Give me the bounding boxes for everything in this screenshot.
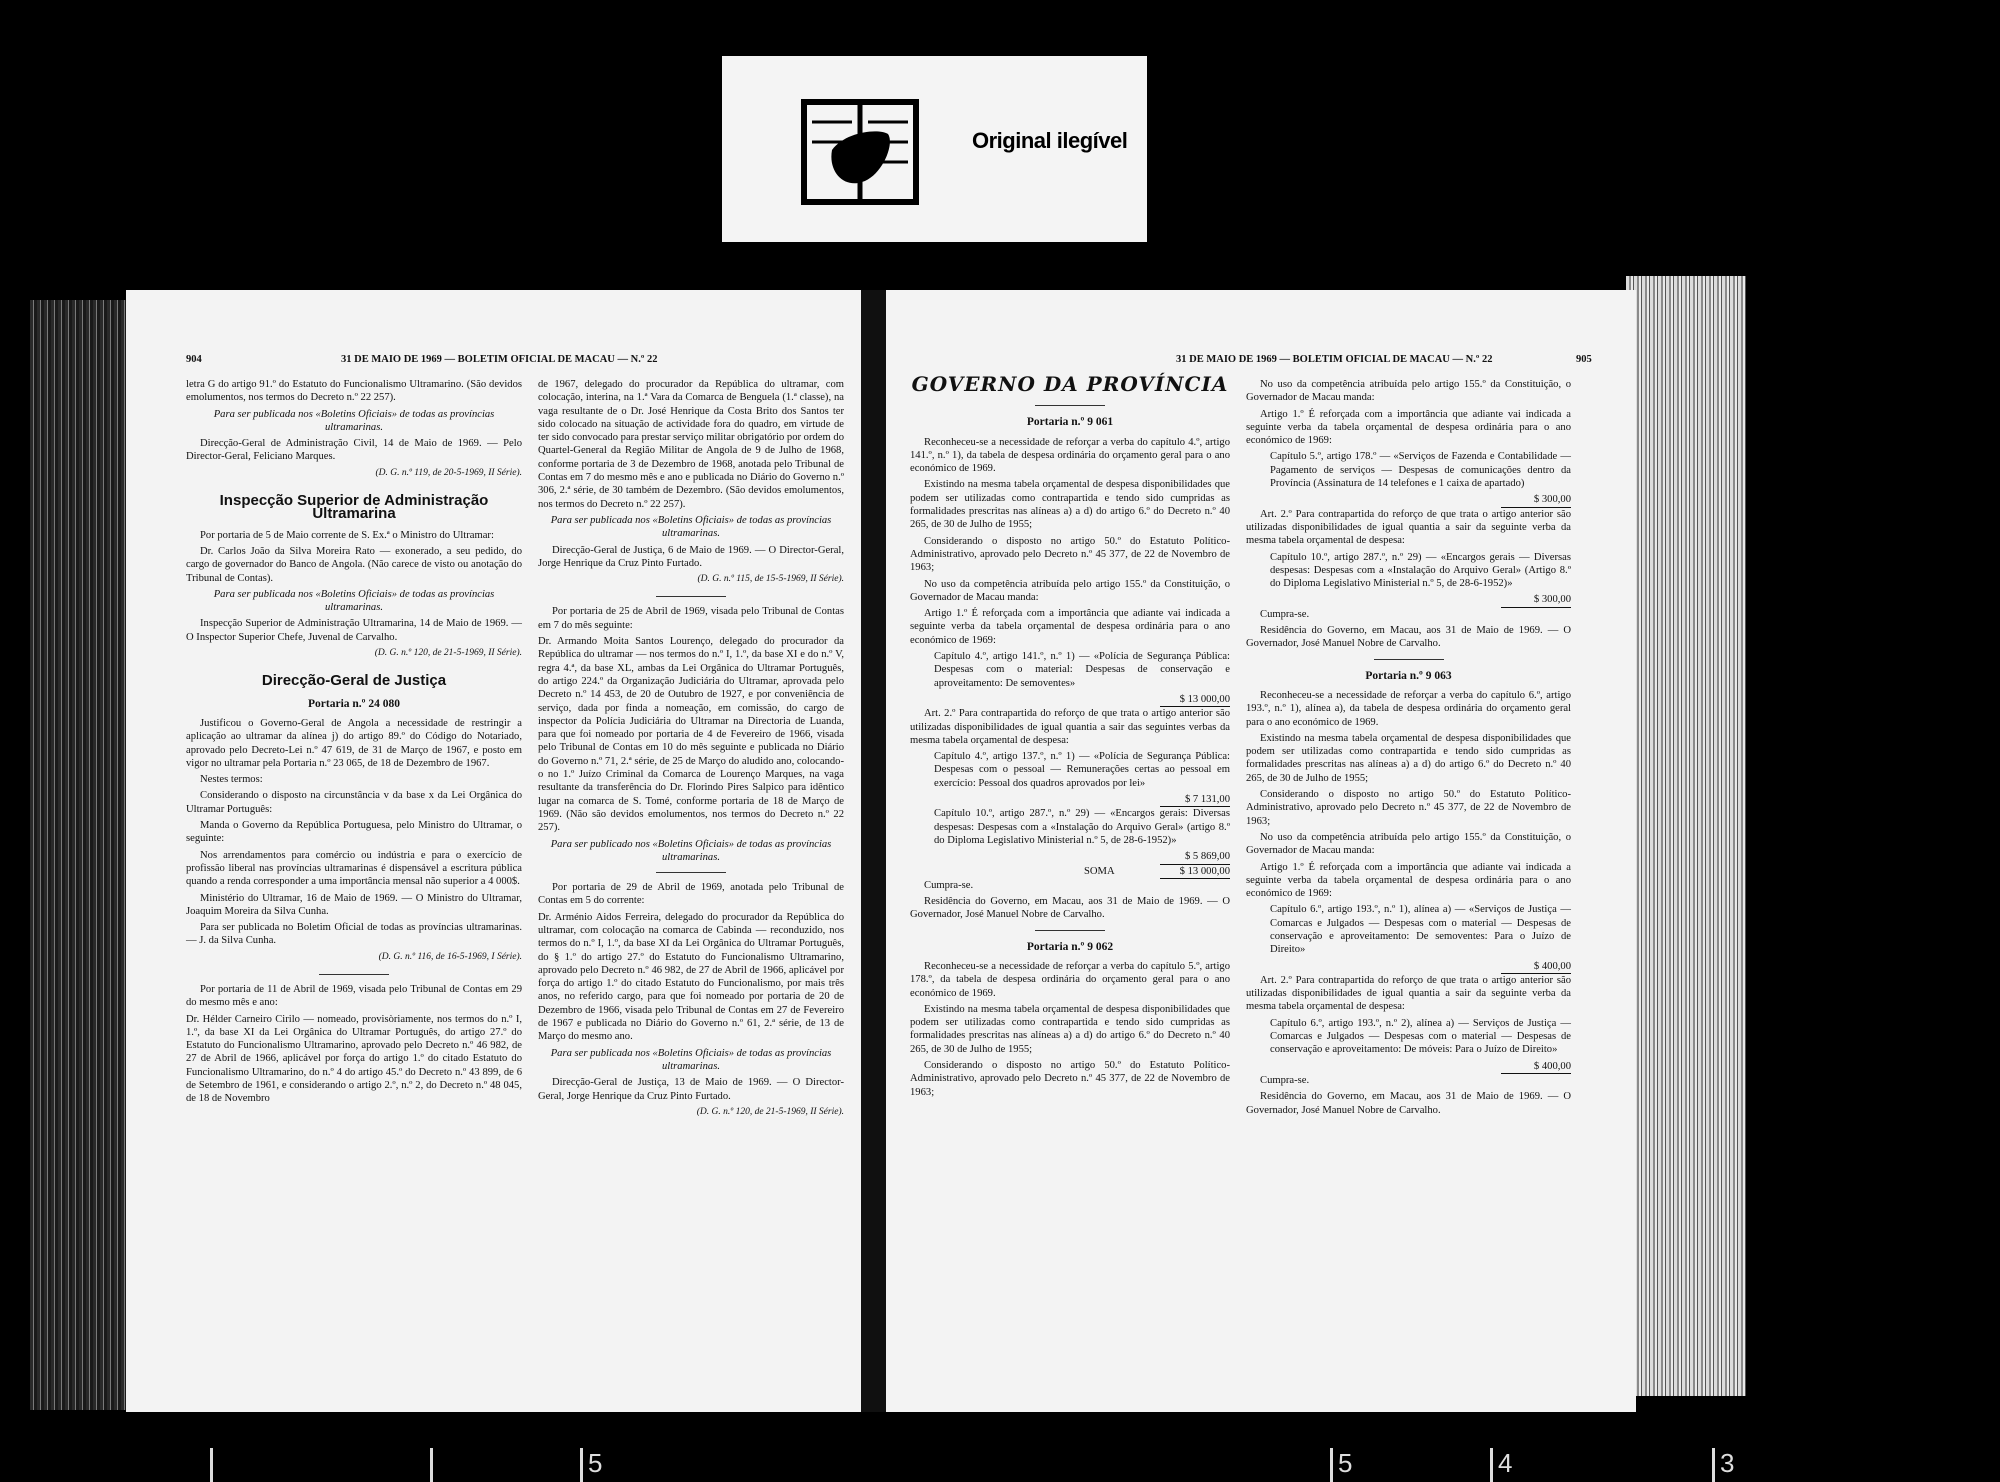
reference: (D. G. n.º 119, de 20-5-1969, II Série). bbox=[375, 467, 522, 478]
left-running-head: 31 DE MAIO DE 1969 — BOLETIM OFICIAL DE MACAU — N.º 22 bbox=[341, 354, 658, 365]
ruler-tick bbox=[210, 1448, 213, 1482]
portaria-heading: Portaria n.º 9 063 bbox=[1365, 669, 1452, 682]
paragraph: Para ser publicada nos «Boletins Oficiais» de todas as províncias ultramarinas. bbox=[550, 514, 832, 540]
government-heading: GOVERNO DA PROVÍNCIA bbox=[911, 372, 1229, 396]
paragraph: Residência do Governo, em Macau, aos 31 de Maio de 1969. — O Governador, José Manuel Nobre de Carvalho. bbox=[910, 896, 1230, 921]
divider bbox=[1374, 659, 1444, 660]
left-column-1 bbox=[186, 378, 522, 1109]
section-heading: Inspecção Superior de Administração Ultramarina bbox=[219, 492, 489, 523]
paragraph: Por portaria de 5 de Maio corrente de S. Ex.ª o Ministro do Ultramar: bbox=[200, 529, 494, 541]
ruler-tick bbox=[430, 1448, 433, 1482]
budget-item: Capítulo 4.º, artigo 141.º, n.º 1) — «Polícia de Segurança Pública: Despesas com o material: Despesas de conservação e aproveitamento: De semoventes» bbox=[934, 651, 1230, 689]
paragraph: Para ser publicado nos «Boletins Oficiais» de todas as províncias ultramarinas. bbox=[550, 838, 832, 863]
budget-total: $ 13 000,00 bbox=[1160, 865, 1230, 879]
paragraph: Cumpra-se. bbox=[1260, 608, 1310, 620]
reference: (D. G. n.º 116, de 16-5-1969, I Série). bbox=[378, 951, 522, 962]
paragraph: Cumpra-se. bbox=[924, 879, 974, 891]
illegible-original-stamp bbox=[722, 56, 1147, 242]
paragraph: Dr. Arménio Aidos Ferreira, delegado do procurador da República do ultramar, com colocação na comarca de Cabinda — reconduzido, nos termos do n.º I, 1.º, da base XI da Lei Orgânica do Ultramar Português, do § 1.º do artigo 27.º do Estatuto do Funcionalismo Ultramarino, aprovado pelo Decreto n.º 46 982, de 27 de Abril de 1966, aplicável por força do artigo 1.º do citado Estatuto do Funcionalismo, por mais três anos, no referido cargo, para que foi nomeado por portaria de 20 de Dezembro de 1966, visada pelo Tribunal de Contas em 27 de Fevereiro de 1967 e publicada no Diário do Governo n.º 61, 2.ª série, de 13 de Março do mesmo ano. bbox=[538, 911, 844, 1043]
paragraph: No uso da competência atribuída pelo artigo 155.º da Constituição, o Governador de Macau manda: bbox=[910, 578, 1230, 603]
budget-amount: $ 300,00 bbox=[1501, 593, 1571, 607]
budget-item: Capítulo 6.º, artigo 193.º, n.º 2), alínea a) — Serviços de Justiça — Comarcas e Julgados — Despesas com o material — Despesas de conservação e aproveitamento: De móveis: Para o Juízo de Direito» bbox=[1270, 1017, 1571, 1056]
paragraph: Por portaria de 25 de Abril de 1969, visada pelo Tribunal de Contas em 7 do mês seguinte: bbox=[538, 606, 844, 631]
paragraph: Dr. Carlos João da Silva Moreira Rato — exonerado, a seu pedido, do cargo de governador do Banco de Angola. (Não carece de visto ou anotação do Tribunal de Contas). bbox=[186, 545, 522, 584]
paragraph: Justificou o Governo-Geral de Angola a necessidade de restringir a aplicação ao ultramar da alínea j) do artigo 89.º do Código do Notariado, aprovado pelo Decreto-Lei n.º 47 619, de 31 de Março de 1967, e posto em vigor no ultramar pela Portaria n.º 23 065, de 18 de Dezembro de 1967. bbox=[186, 717, 522, 769]
budget-total-row bbox=[910, 865, 1230, 879]
reference: (D. G. n.º 120, de 21-5-1969, II Série). bbox=[696, 1106, 844, 1117]
budget-amount-row bbox=[910, 693, 1230, 707]
paragraph: Considerando o disposto no artigo 50.º do Estatuto Político-Administrativo, aprovado pelo Decreto n.º 45 377, de 22 de Novembro de 1963; bbox=[910, 535, 1230, 574]
divider bbox=[1035, 405, 1105, 406]
right-column-2 bbox=[1246, 378, 1571, 1120]
paragraph: Considerando o disposto no artigo 50.º do Estatuto Político-Administrativo, aprovado pelo Decreto n.º 45 377, de 22 de Novembro de 1963; bbox=[1246, 789, 1571, 827]
left-column-2 bbox=[538, 378, 844, 1129]
stamp-label: Original ilegível bbox=[972, 128, 1128, 153]
budget-amount: $ 5 869,00 bbox=[1160, 850, 1230, 864]
budget-amount-row bbox=[910, 793, 1230, 807]
portaria-heading: Portaria n.º 9 062 bbox=[1026, 940, 1114, 953]
paragraph: Existindo na mesma tabela orçamental de despesa disponibilidades que podem ser utilizadas como contrapartida e tendo sido cumpridas as formalidades prescritas nas alíneas a) a d) do artigo 6.º do Decreto n.º 40 265, de 30 de Julho de 1955; bbox=[910, 479, 1230, 531]
paragraph: Reconheceu-se a necessidade de reforçar a verba do capítulo 4.º, artigo 141.º, n.º 1), da tabela de despesa ordinária do orçamento geral para o ano económico de 1969. bbox=[910, 436, 1230, 475]
ruler-mark: 4 bbox=[1498, 1448, 1513, 1478]
paragraph: No uso da competência atribuída pelo artigo 155.º da Constituição, o Governador de Macau manda: bbox=[1246, 831, 1571, 857]
ruler-tick bbox=[580, 1448, 583, 1482]
paragraph: Reconheceu-se a necessidade de reforçar a verba do capítulo 5.º, artigo 178.º, da tabela de despesa ordinária do orçamento geral para o ano económico de 1969. bbox=[910, 960, 1230, 999]
book-left-edge bbox=[30, 300, 126, 1410]
paragraph: Artigo 1.º É reforçada com a importância que adiante vai indicada a seguinte verba da tabela orçamental de despesa ordinária para o ano económico de 1969: bbox=[910, 608, 1230, 646]
paragraph: Ministério do Ultramar, 16 de Maio de 1969. — O Ministro do Ultramar, Joaquim Moreira da Silva Cunha. bbox=[186, 892, 522, 917]
paragraph: Nos arrendamentos para comércio ou indústria e para o exercício de profissão liberal nas províncias ultramarinas é dispensável a escritura pública quando a renda corresponder a uma importância mensal não superior a 4 000$. bbox=[186, 849, 522, 888]
budget-amount-row bbox=[1246, 960, 1571, 974]
ruler-mark: 5 bbox=[588, 1448, 603, 1478]
budget-item: Capítulo 6.º, artigo 193.º, n.º 1), alínea a) — «Serviços de Justiça — Comarcas e Julgados — Despesas com o material — Despesas de conservação e aproveitamento: De semoventes: Para o Juízo de Direito» bbox=[1270, 904, 1571, 956]
budget-amount-row bbox=[1246, 593, 1571, 607]
section-heading: Direcção-Geral de Justiça bbox=[261, 672, 447, 690]
paragraph: Direcção-Geral de Justiça, 6 de Maio de 1969. — O Director-Geral, Jorge Henrique da Cruz Pinto Furtado. bbox=[538, 544, 844, 569]
paragraph: Art. 2.º Para contrapartida do reforço de que trata o artigo anterior são utilizadas disponibilidades de igual quantia a sair das seguintes verbas da mesma tabela orçamental de despesa: bbox=[910, 708, 1230, 746]
budget-amount: $ 300,00 bbox=[1501, 493, 1571, 507]
portaria-heading: Portaria n.º 9 061 bbox=[1026, 416, 1114, 429]
paragraph: Art. 2.º Para contrapartida do reforço de que trata o artigo anterior são utilizadas disponibilidades de igual quantia a sair da seguinte verba da mesma tabela orçamental de despesa: bbox=[1246, 508, 1571, 547]
paragraph: Direcção-Geral de Administração Civil, 14 de Maio de 1969. — Pelo Director-Geral, Feliciano Marques. bbox=[186, 438, 522, 463]
budget-item: Capítulo 4.º, artigo 137.º, n.º 1) — «Polícia de Segurança Pública: Despesas com o pessoal — Remunerações certas ao pessoal em exercício: Pessoal dos quadros aprovados por lei» bbox=[934, 751, 1230, 789]
right-page-number: 905 bbox=[1576, 354, 1592, 365]
right-page bbox=[886, 290, 1636, 1412]
divider bbox=[656, 872, 726, 873]
ruler-tick bbox=[1712, 1448, 1715, 1482]
budget-amount-row bbox=[910, 850, 1230, 864]
paragraph: Para ser publicada nos «Boletins Oficiais» de todas as províncias ultramarinas. bbox=[213, 588, 495, 614]
paragraph: Para ser publicada nos «Boletins Oficiais» de todas as províncias ultramarinas. bbox=[213, 408, 495, 433]
right-column-1 bbox=[910, 372, 1230, 1102]
left-page-number: 904 bbox=[186, 354, 202, 365]
paragraph: Manda o Governo da República Portuguesa, pelo Ministro do Ultramar, o seguinte: bbox=[186, 820, 522, 845]
ruler-mark: 3 bbox=[1720, 1448, 1735, 1478]
right-running-head: 31 DE MAIO DE 1969 — BOLETIM OFICIAL DE MACAU — N.º 22 bbox=[1176, 354, 1493, 365]
ruler-mark: 5 bbox=[1338, 1448, 1353, 1478]
paragraph: Existindo na mesma tabela orçamental de despesa disponibilidades que podem ser utilizadas como contrapartida e tendo sido cumpridas as formalidades prescritas nas alíneas a) a d) do artigo 6.º do Decreto n.º 40 265, de 30 de Julho de 1955; bbox=[910, 1003, 1230, 1055]
book-page-edges bbox=[1626, 276, 1746, 1396]
ruler-tick bbox=[1490, 1448, 1493, 1482]
paragraph: Existindo na mesma tabela orçamental de despesa disponibilidades que podem ser utilizadas como contrapartida e tendo sido cumpridas as formalidades prescritas nas alíneas a) a d) do artigo 6.º do Decreto n.º 40 265, de 30 de Julho de 1955; bbox=[1246, 732, 1571, 784]
total-label: SOMA bbox=[1084, 865, 1115, 877]
book-spine bbox=[861, 290, 886, 1412]
reference: (D. G. n.º 120, de 21-5-1969, II Série). bbox=[374, 648, 522, 659]
divider bbox=[656, 596, 726, 597]
paragraph: letra G do artigo 91.º do Estatuto do Funcionalismo Ultramarino. (São devidos emolumentos, nos termos do Decreto n.º 22 257). bbox=[186, 379, 522, 404]
paragraph: Reconheceu-se a necessidade de reforçar a verba do capítulo 6.º, artigo 193.º, n.º 1), alínea a), da tabela de despesa ordinária do orçamento geral para o ano económico de 1969. bbox=[1246, 689, 1571, 728]
reference: (D. G. n.º 115, de 15-5-1969, II Série). bbox=[697, 574, 844, 585]
paragraph: de 1967, delegado do procurador da República do ultramar, com colocação, interina, na 1.ª Vara da Comarca de Benguela (1.ª classe), na vaga resultante de o Dr. José Henrique da Costa Brito dos Santos ter sido colocado na situação de actividade fora do quadro, em virtude de ter sido convocado para prestar serviço militar obrigatório por ordem do Quartel-General da Região Militar de Angola de 9 de Julho de 1968, conforme portaria de 3 de Dezembro de 1968, anotada pelo Tribunal de Contas em 7 do mesmo mês e ano e publicada no Diário do Governo n.º 306, 2.ª série, de 30 também de Dezembro. (São devidos emolumentos, nos termos do Decreto n.º 22 257). bbox=[538, 379, 844, 510]
paragraph: Residência do Governo, em Macau, aos 31 de Maio de 1969. — O Governador, José Manuel Nobre de Carvalho. bbox=[1246, 1091, 1571, 1116]
paragraph: Nestes termos: bbox=[200, 774, 263, 786]
budget-amount-row bbox=[1246, 493, 1571, 507]
budget-amount: $ 400,00 bbox=[1501, 1060, 1571, 1074]
paragraph: Dr. Armando Moita Santos Lourenço, delegado do procurador da República do ultramar — nos termos do n.º I, 1.º, da base XI e do n.º V, regra 4.ª, da base XL, ambas da Lei Orgânica do Ultramar Português, do artigo 224.º da Organização Judiciária do Ultramar, aprovada pelo Decreto n.º 14 453, de 20 de Outubro de 1927, e por conveniência de serviço, dada por finda a nomeação, em comissão, do cargo de inspector da Polícia Judiciária do Ultramar na Directoria de Luanda, para que foi nomeado por portaria de 4 de Fevereiro de 1966, visada pelo Tribunal de Contas em 10 do mês seguinte e publicada no Diário do Governo n.º 71, 2.ª série, de 25 de Março do aludido ano, colocando-o no 1.º Juízo Criminal da Comarca de Lourenço Marques, na vaga resultante da transferência do Dr. Florindo Pires Salpico para idêntico lugar na comarca de S. Tomé, conforme portaria de 18 de Março de 1969. (Não são devidos emolumentos, nos termos do Decreto n.º 22 257). bbox=[538, 636, 844, 834]
budget-amount-row bbox=[1246, 1060, 1571, 1074]
paragraph: Residência do Governo, em Macau, aos 31 de Maio de 1969. — O Governador, José Manuel Nobre de Carvalho. bbox=[1246, 625, 1571, 650]
divider bbox=[1035, 930, 1105, 931]
budget-amount: $ 400,00 bbox=[1501, 960, 1571, 974]
left-page bbox=[126, 290, 861, 1412]
budget-amount: $ 13 000,00 bbox=[1160, 693, 1230, 707]
book-icon bbox=[800, 92, 920, 210]
paragraph: Inspecção Superior de Administração Ultramarina, 14 de Maio de 1969. — O Inspector Superior Chefe, Juvenal de Carvalho. bbox=[186, 618, 522, 643]
paragraph: Artigo 1.º É reforçada com a importância que adiante vai indicada a seguinte verba da tabela orçamental de despesa ordinária para o ano económico de 1969: bbox=[1246, 408, 1571, 447]
divider bbox=[319, 974, 389, 975]
paragraph: Para ser publicada nos «Boletins Oficiais» de todas as províncias ultramarinas. bbox=[550, 1047, 832, 1072]
paragraph: No uso da competência atribuída pelo artigo 155.º da Constituição, o Governador de Macau manda: bbox=[1246, 379, 1571, 404]
budget-item: Capítulo 5.º, artigo 178.º — «Serviços de Fazenda e Contabilidade — Pagamento de serviços — Despesas de comunicações dentro da Província (Assinatura de 14 telefones e 1 caixa de apartado) bbox=[1270, 451, 1571, 490]
paragraph: Por portaria de 29 de Abril de 1969, anotada pelo Tribunal de Contas em 5 do corrente: bbox=[538, 882, 844, 907]
portaria-heading: Portaria n.º 24 080 bbox=[308, 697, 400, 710]
paragraph: Art. 2.º Para contrapartida do reforço de que trata o artigo anterior são utilizadas disponibilidades de igual quantia a sair da seguinte verba da mesma tabela orçamental de despesa: bbox=[1246, 974, 1571, 1013]
paragraph: Considerando o disposto no artigo 50.º do Estatuto Político-Administrativo, aprovado pelo Decreto n.º 45 377, de 22 de Novembro de 1963; bbox=[910, 1060, 1230, 1098]
paragraph: Direcção-Geral de Justiça, 13 de Maio de 1969. — O Director-Geral, Jorge Henrique da Cruz Pinto Furtado. bbox=[538, 1077, 844, 1102]
budget-amount: $ 7 131,00 bbox=[1160, 793, 1230, 807]
paragraph: Para ser publicada no Boletim Oficial de todas as províncias ultramarinas. — J. da Silva Cunha. bbox=[186, 922, 522, 947]
paragraph: Artigo 1.º É reforçada com a importância que adiante vai indicada a seguinte verba da tabela orçamental de despesa ordinária para o ano económico de 1969: bbox=[1246, 861, 1571, 900]
budget-item: Capítulo 10.º, artigo 287.º, n.º 29) — «Encargos gerais — Diversas despesas: Despesas com a «Instalação do Arquivo Geral» (Artigo 8.º do Diploma Legislativo Ministerial n.º 5, de 28-6-1952)» bbox=[1270, 551, 1571, 590]
paragraph: Cumpra-se. bbox=[1260, 1074, 1310, 1086]
ruler-tick bbox=[1330, 1448, 1333, 1482]
paragraph: Por portaria de 11 de Abril de 1969, visada pelo Tribunal de Contas em 29 do mesmo mês e ano: bbox=[186, 983, 522, 1009]
open-book bbox=[126, 290, 1636, 1412]
budget-item: Capítulo 10.º, artigo 287.º, n.º 29) — «Encargos gerais: Diversas despesas: Despesas com a «Instalação do Arquivo Geral» (artigo 8.º do Diploma Legislativo Ministerial n.º 5, de 28-6-1952)» bbox=[934, 808, 1230, 846]
paragraph: Considerando o disposto na circunstância v da base x da Lei Orgânica do Ultramar Português: bbox=[186, 790, 522, 815]
paragraph: Dr. Hélder Carneiro Cirilo — nomeado, provisòriamente, nos termos do n.º I, 1.º, da base XI da Lei Orgânica do Ultramar Português, do artigo 27.º do Estatuto do Funcionalismo Ultramarino, aprovado pelo Decreto n.º 46 982, de 27 de Abril de 1966, aplicável por força do artigo 1.º do citado Estatuto do Funcionalismo Ultramarino, do n.º 4 do artigo 45.º do Decreto n.º 43 899, de 6 de Setembro de 1961, e considerando o artigo 2.º, n.º 2, do Decreto n.º 48 045, de 18 de Novembro bbox=[186, 1013, 522, 1105]
